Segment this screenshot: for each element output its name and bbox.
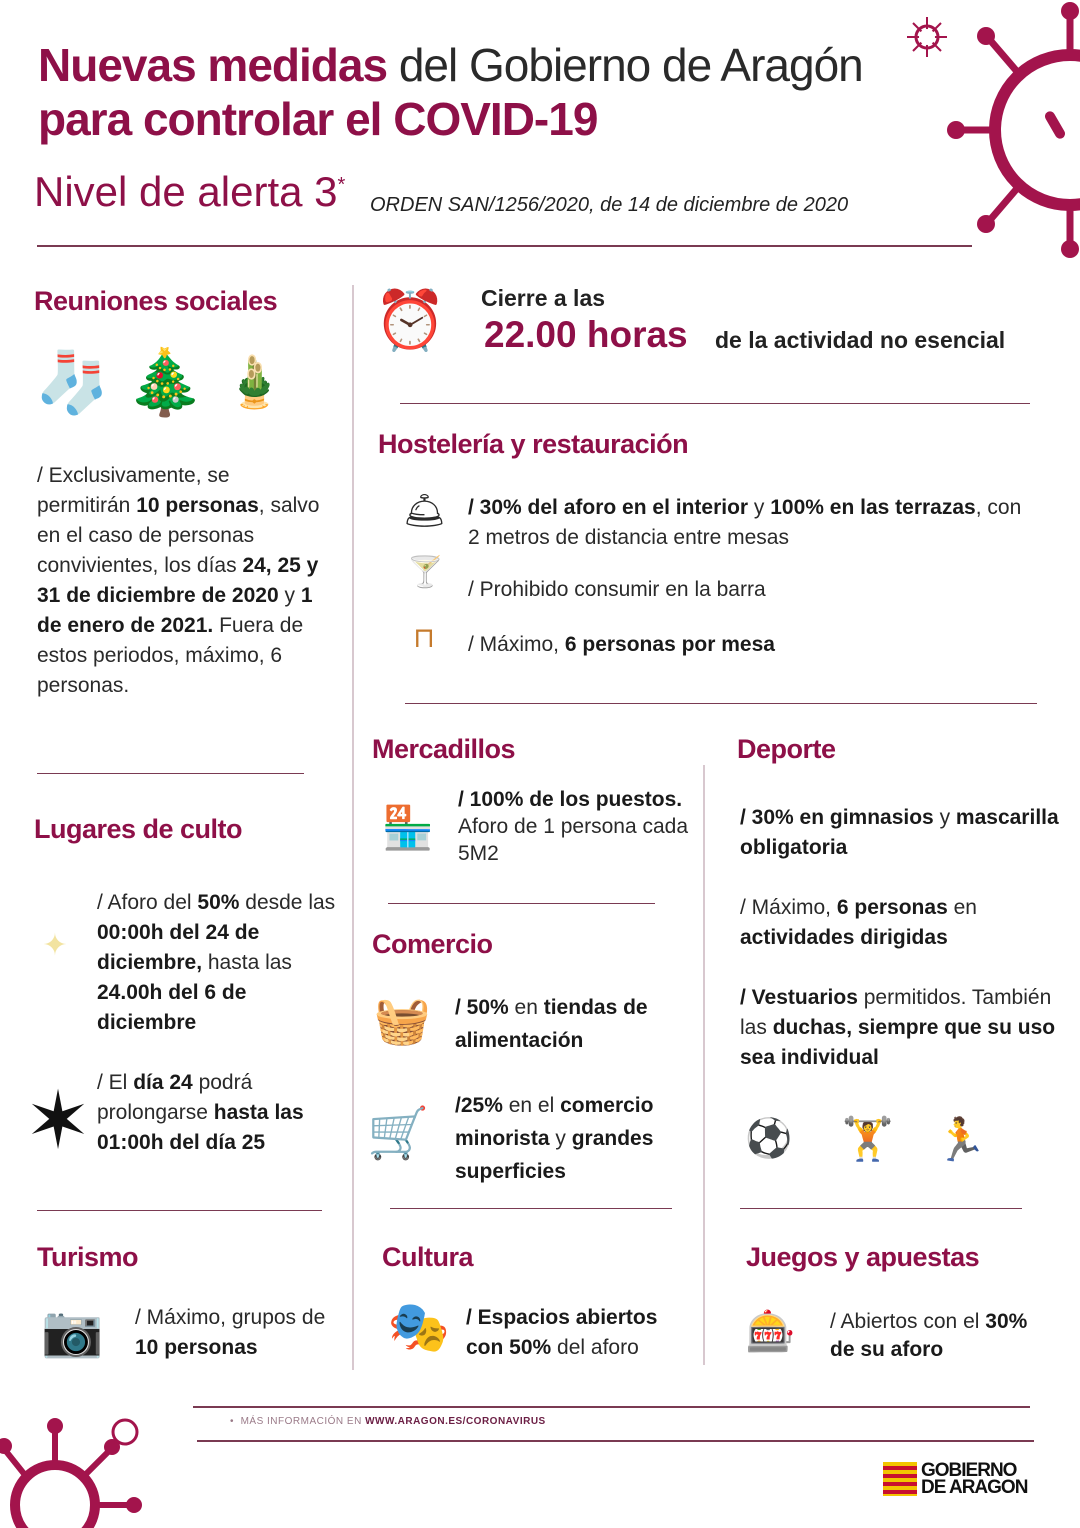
deporte-text-2 [740,893,1060,953]
divider [405,703,1037,704]
deporte-text-3 [740,983,1060,1073]
section-title-juegos: Juegos y apuestas [746,1242,980,1272]
alert-footnote-mark: * [337,174,346,196]
table-icon: ⊓ [413,622,435,653]
section-title-deporte: Deporte [737,734,836,764]
deporte-text-1 [740,803,1060,863]
text-segment: / Máximo, grupos de [135,1306,326,1329]
hosteleria-item-1 [468,493,1038,553]
alarm-clock-icon: ⏰ [374,287,447,353]
grocery-basket-icon: 🧺 [373,993,432,1046]
text-segment: y [278,584,301,607]
logo-text: GOBIERNO DE ARAGON [921,1460,1028,1498]
text-segment: , con 2 metros de distancia entre mesas [468,496,1022,549]
mercadillos-text [458,786,688,867]
juegos-text [830,1308,1050,1364]
text-emphasis: / 50% [455,996,509,1019]
text-segment: del Gobierno de Aragón [387,39,863,91]
text-segment: / Máximo, [740,896,837,919]
text-segment: desde las [239,891,336,914]
text-emphasis: 10 personas [136,494,259,517]
cocktail-icon: 🍸 [406,556,445,589]
text-emphasis: / Espacios abiertos con 50% [466,1306,658,1359]
runner-icon: 🏃 [934,1115,988,1163]
cloche-icon: 🛎 [402,491,447,530]
text-emphasis: /25% [455,1094,503,1117]
divider [400,403,1030,404]
more-info-label: MÁS INFORMACIÓN EN [240,1416,366,1427]
alert-level-text: Nivel de alerta 3 [34,168,338,215]
text-segment: , salvo en el caso de personas convivientes, los días [37,494,320,577]
comercio-text-2 [455,1089,700,1188]
section-title-mercadillos: Mercadillos [372,734,516,764]
soccer-ball-icon: ⚽ [745,1118,793,1160]
text-segment: en [947,896,977,919]
text-emphasis: día 24 [133,1071,193,1094]
hosteleria-item-3 [468,630,1028,660]
closing-label: Cierre a las [481,285,606,311]
divider [388,903,655,904]
text-emphasis: para controlar el COVID-19 [38,93,598,145]
divider [37,245,972,247]
order-reference: ORDEN SAN/1256/2020, de 14 de diciembre de 2020 [370,194,849,216]
column-divider [352,285,354,1370]
camera-icon: 📷 [41,1302,104,1359]
text-segment: hasta las [202,951,292,974]
section-title-comercio: Comercio [372,929,493,959]
text-emphasis: 00:00h del 24 de diciembre, [97,921,260,974]
divider [193,1406,1030,1408]
divider [390,1208,672,1209]
divider [197,1440,1034,1442]
gobierno-aragon-logo [883,1462,1041,1496]
text-emphasis: 24, 25 y 31 de diciembre de 2020 [37,554,319,607]
text-segment: / Exclusivamente, se permitirán [37,464,230,517]
text-emphasis: comercio minorista [455,1094,654,1150]
alert-level [34,168,345,216]
ornaments-icon: 🎍 [223,354,286,410]
virus-decoration-icon [940,0,1080,270]
christmas-tree-icon: 🎄 [125,346,205,418]
text-emphasis: 6 personas [836,896,948,919]
text-segment: / Aforo del [97,891,198,914]
divider [37,773,304,774]
text-segment: permitidos. También las [740,986,1052,1039]
text-emphasis: tiendas de alimentación [455,996,648,1052]
closing-scope: de la actividad no esencial [715,327,1006,353]
more-info: • MÁS INFORMACIÓN EN WWW.ARAGON.ES/CORONAVIRUS [230,1416,546,1427]
text-segment: y [748,496,771,519]
text-emphasis: mascarilla obligatoria [740,806,1059,859]
weightlifting-icon: 🏋 [841,1114,895,1162]
star-icon: ✶ [24,1076,92,1165]
comercio-text-1 [455,991,695,1057]
text-segment: / Abiertos con el [830,1310,986,1333]
theater-masks-icon: 🎭 [387,1298,451,1355]
text-segment: podrá prolongarse [97,1071,253,1124]
culto-text-2 [97,1068,337,1158]
text-segment: en el [502,1094,561,1117]
text-emphasis: actividades dirigidas [740,926,948,949]
shopping-cart-icon: 🛒 [367,1104,430,1161]
sparkle-icon: ✦ [42,928,68,962]
text-emphasis: 50% [197,891,240,914]
text-emphasis: / 30% en gimnasios [740,806,934,829]
text-emphasis: 30% de su aforo [830,1310,1028,1361]
section-title-cultura: Cultura [382,1242,473,1272]
stocking-icon: 🧦 [35,349,110,416]
text-segment: Fuera de estos periodos, máximo, 6 personas. [37,614,304,697]
section-title-hosteleria: Hostelería y restauración [378,429,689,459]
text-segment: y [549,1127,572,1150]
text-emphasis: / 30% del aforo en el interior [468,496,749,519]
text-emphasis: 10 personas [135,1336,258,1359]
section-title-reuniones: Reuniones sociales [34,286,278,316]
text-emphasis: grandes superficies [455,1127,654,1183]
more-info-link[interactable]: WWW.ARAGON.ES/CORONAVIRUS [365,1416,546,1427]
column-divider [703,765,705,1365]
text-segment: Aforo de 1 persona cada 5M2 [458,815,688,865]
text-segment: del aforo [551,1336,639,1359]
text-emphasis: / Vestuarios [740,986,858,1009]
reuniones-text [37,461,327,701]
text-segment: / Prohibido consumir en la barra [468,578,766,601]
text-emphasis: duchas, siempre que su uso sea individual [740,1016,1056,1069]
text-segment: / Máximo, [468,633,565,656]
text-emphasis: hasta las 01:00h del día 25 [97,1101,304,1154]
aragon-flag-icon [883,1462,917,1496]
divider [740,1208,1022,1209]
market-stall-icon: 🏪 [381,803,435,851]
text-emphasis: 1 de enero de 2021. [37,584,313,637]
text-emphasis: 6 personas por mesa [564,633,775,656]
text-segment: y [933,806,956,829]
turismo-text [135,1303,345,1363]
text-emphasis: Nuevas medidas [38,39,388,91]
culto-text-1 [97,888,347,1038]
page-title [38,38,938,146]
text-segment: en [508,996,544,1019]
section-title-turismo: Turismo [37,1242,139,1272]
text-emphasis: 24.00h del 6 de diciembre [97,981,247,1034]
divider [37,1210,322,1211]
section-title-culto: Lugares de culto [34,814,243,844]
text-emphasis: 100% en las terrazas [770,496,976,519]
cultura-text [466,1303,696,1363]
casino-chips-icon: 🎰 [745,1309,796,1354]
closing-time: 22.00 horas [484,314,688,355]
virus-decoration-bottom-icon [0,1410,160,1528]
text-emphasis: / 100% de los puestos. [458,788,683,811]
hosteleria-item-2 [468,575,1028,605]
text-segment: / El [97,1071,134,1094]
